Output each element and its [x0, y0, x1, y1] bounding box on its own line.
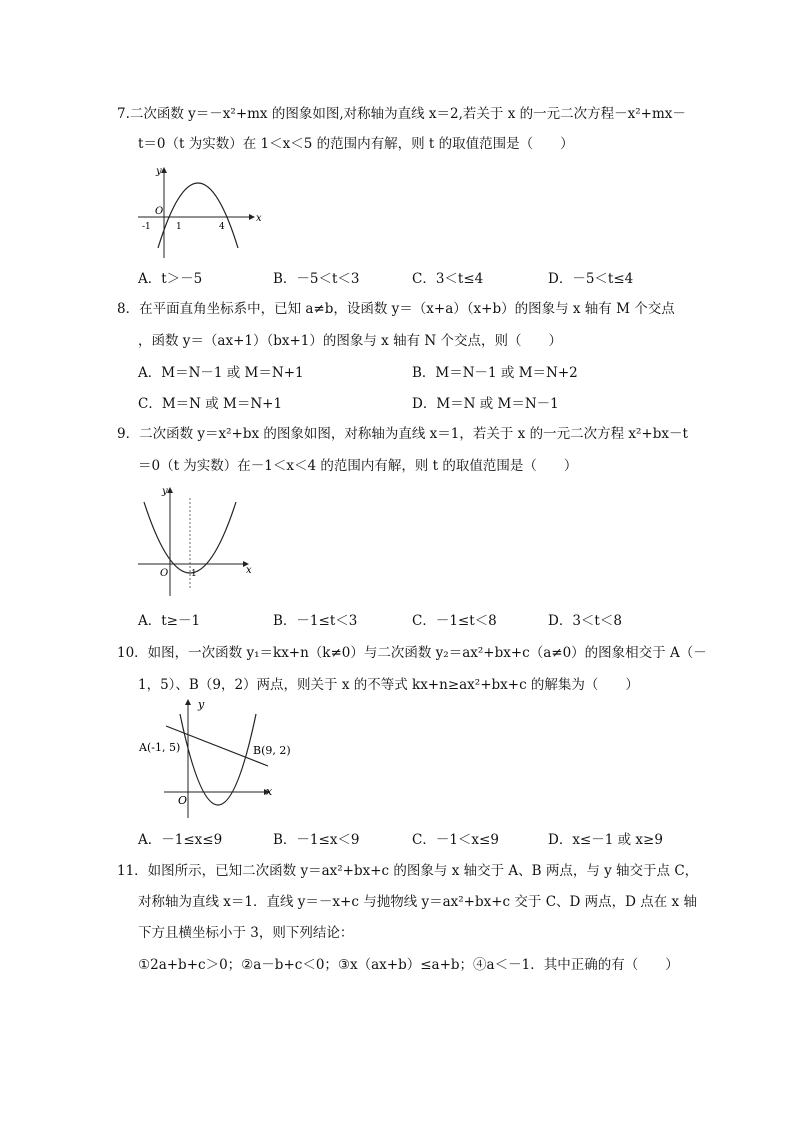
q11-text-line1: 11．如图所示，已知二次函数 y＝ax²+bx+c 的图象与 x 轴交于 A、B 两点，与 y 轴交于点 C，	[117, 863, 699, 879]
q8-option-d: D．M＝N 或 M＝N－1	[412, 396, 559, 412]
point-b-label: B(9, 2)	[253, 744, 291, 757]
q10-text-line2: 1，5）、B（9，2）两点，则关于 x 的不等式 kx+n≥ax²+bx+c 的解集为（ ）	[138, 677, 639, 693]
q10-option-b: B．－1≤x＜9	[273, 832, 360, 848]
tick-1: 1	[176, 222, 182, 232]
q8-text-line1: 8．在平面直角坐标系中，已知 a≠b，设函数 y＝（x+a）（x+b）的图象与 x 轴有 M 个交点	[117, 301, 675, 317]
q9-option-b: B．－1≤t＜3	[273, 613, 358, 629]
point-a-label: A(-1, 5)	[139, 741, 181, 754]
q7-option-b: B．－5＜t＜3	[273, 271, 360, 287]
q9-option-a: A．t≥－1	[138, 613, 201, 629]
q10-option-a: A．－1≤x≤9	[138, 832, 223, 848]
q8-option-a: A．M＝N－1 或 M＝N+1	[138, 365, 304, 381]
y-axis-label: y	[198, 698, 205, 711]
parabola	[158, 183, 238, 248]
x-axis-label: x	[266, 785, 273, 798]
q7-option-c: C．3＜t≤4	[412, 271, 484, 287]
q11-text-line4: ①2a+b+c＞0；②a－b+c＜0；③x（ax+b）≤a+b；④a＜－1．其中正确的有（ ）	[138, 957, 679, 973]
x-axis-label: x	[256, 213, 262, 224]
y-axis-label: y	[156, 166, 162, 177]
q8-option-b: B．M＝N－1 或 M＝N+2	[412, 365, 578, 381]
tick-4: 4	[219, 222, 225, 232]
q11-text-line2: 对称轴为直线 x＝1．直线 y＝－x+c 与抛物线 y＝ax²+bx+c 交于 C、D 两点，D 点在 x 轴	[138, 894, 697, 910]
parabola-y2	[180, 714, 256, 805]
q10-option-c: C．－1＜x≤9	[412, 832, 499, 848]
q10-graph	[136, 696, 291, 821]
origin-label: O	[155, 206, 164, 217]
y-axis-label: y	[162, 486, 168, 497]
tick-neg1: -1	[142, 222, 151, 232]
q7-text-line2: t＝0（t 为实数）在 1＜x＜5 的范围内有解，则 t 的取值范围是（ ）	[138, 136, 574, 152]
q9-text-line1: 9．二次函数 y＝x²+bx 的图象如图，对称轴为直线 x＝1，若关于 x 的一元二次方程 x²+bx－t	[117, 426, 688, 442]
origin-label: O	[178, 794, 188, 807]
q9-graph	[136, 484, 261, 599]
q7-option-d: D．－5＜t≤4	[548, 271, 634, 287]
q10-text-line1: 10．如图，一次函数 y₁＝kx+n（k≠0）与二次函数 y₂＝ax²+bx+c（a≠0）的图象相交于 A（－	[117, 645, 707, 661]
q7-option-a: A．t＞－5	[138, 271, 203, 287]
q7-text-line1: 7.二次函数 y＝－x²+mx 的图象如图,对称轴为直线 x＝2,若关于 x 的一元二次方程－x²+mx－	[117, 106, 686, 122]
tick-1: 1	[191, 569, 197, 579]
x-axis-label: x	[246, 565, 252, 576]
q9-option-d: D．3＜t＜8	[548, 613, 622, 629]
q7-graph	[136, 162, 266, 262]
q10-option-d: D．x≤－1 或 x≥9	[548, 832, 663, 848]
q9-option-c: C．－1≤t＜8	[412, 613, 497, 629]
q8-text-line2: ，函数 y＝（ax+1）（bx+1）的图象与 x 轴有 N 个交点，则（ ）	[138, 333, 562, 349]
q9-text-line2: ＝0（t 为实数）在－1＜x＜4 的范围内有解，则 t 的取值范围是（ ）	[138, 458, 578, 474]
origin-label: O	[160, 568, 169, 579]
q11-text-line3: 下方且横坐标小于 3，则下列结论：	[138, 925, 354, 941]
q8-option-c: C．M＝N 或 M＝N+1	[138, 396, 283, 412]
